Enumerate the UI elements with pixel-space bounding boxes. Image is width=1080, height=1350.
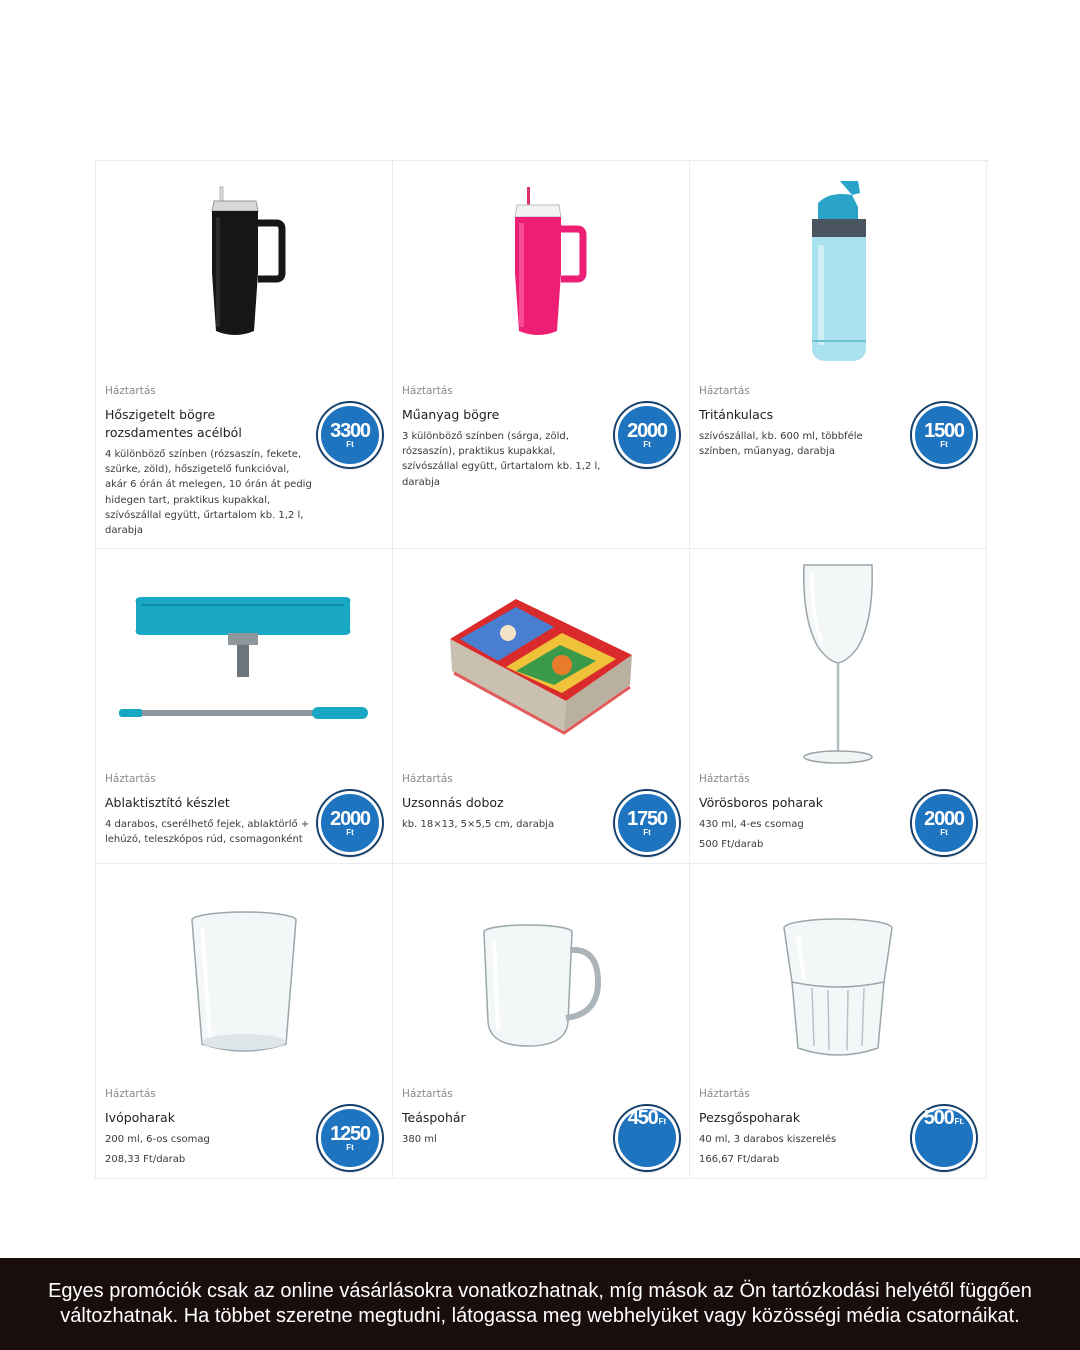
product-title[interactable]: Műanyag bögre: [402, 407, 500, 422]
price-badge: [615, 791, 679, 855]
product-card[interactable]: [96, 864, 393, 1179]
price-amount: 500: [923, 1107, 954, 1129]
product-card[interactable]: [690, 864, 987, 1179]
product-description: 380 ml: [402, 1134, 437, 1145]
price-amount: 2000: [330, 807, 370, 830]
product-description: 4 különböző színben (rózsaszín, fekete, szürke, zöld), hőszigetelő funkcióval, akár 6 órán át melegen, 10 órán át pedig hidegen tart, praktikus kupakkal, szívószállal együtt, űrtartalom kb. 1,2 l, darabja: [105, 449, 312, 537]
price-badge: [615, 1106, 679, 1170]
price-badge: [912, 791, 976, 855]
wine-glass-icon: [690, 559, 986, 769]
price-currency: Ft.: [954, 1117, 965, 1126]
product-card[interactable]: [393, 864, 690, 1179]
price-amount: 1750: [627, 807, 667, 830]
product-title[interactable]: Ablaktisztító készlet: [105, 795, 230, 810]
product-title[interactable]: Ivópoharak: [105, 1110, 175, 1125]
product-description: 3 különböző színben (sárga, zöld, rózsaszín), praktikus kupakkal, szívószállal együtt, űrtartalom kb. 1,2 l, darabja: [402, 431, 601, 488]
black-tumbler-icon: [96, 181, 392, 351]
product-title[interactable]: Tritánkulacs: [699, 407, 774, 422]
product-description: 200 ml, 6-os csomag: [105, 1134, 210, 1145]
product-title[interactable]: Hőszigetelt bögre rozsdamentes acélból: [105, 407, 242, 440]
product-card[interactable]: [393, 161, 690, 549]
product-title[interactable]: Vörösboros poharak: [699, 795, 824, 810]
product-category: Háztartás: [105, 1088, 156, 1100]
tea-glass-icon: [393, 922, 689, 1052]
price-badge: [318, 791, 382, 855]
price-currency: Ft: [346, 1142, 354, 1152]
price-currency: Ft: [940, 827, 948, 837]
product-card[interactable]: [96, 549, 393, 864]
price-currency: Ft: [643, 827, 651, 837]
unit-price: 166,67 Ft/darab: [699, 1154, 780, 1165]
product-category: Háztartás: [699, 773, 750, 785]
price-badge: [912, 1106, 976, 1170]
product-title[interactable]: Teáspohár: [402, 1110, 466, 1125]
price-badge: [615, 403, 679, 467]
price-amount: 450: [627, 1107, 658, 1129]
price-amount: 2000: [924, 807, 964, 830]
disclaimer-footer: [0, 1258, 1080, 1350]
product-card[interactable]: [690, 161, 987, 549]
price-amount: 1500: [924, 419, 964, 442]
product-description: szívószállal, kb. 600 ml, többféle színben, műanyag, darabja: [699, 431, 863, 458]
product-card[interactable]: [393, 549, 690, 864]
product-grid: [95, 160, 989, 1179]
water-bottle-icon: [690, 175, 986, 365]
price-currency: Ft: [346, 827, 354, 837]
unit-price: 500 Ft/darab: [699, 839, 764, 850]
shot-glass-icon: [690, 916, 986, 1061]
product-description: 4 darabos, cserélhető fejek, ablaktörlő + lehúzó, teleszkópos rúd, csomagonként: [105, 819, 310, 846]
window-cleaner-icon: [96, 589, 392, 729]
price-badge: [912, 403, 976, 467]
product-category: Háztartás: [402, 773, 453, 785]
price-currency: Ft: [658, 1117, 667, 1126]
product-category: Háztartás: [105, 773, 156, 785]
product-card[interactable]: [690, 549, 987, 864]
price-badge: [318, 403, 382, 467]
price-currency: Ft: [643, 439, 651, 449]
price-currency: Ft: [346, 439, 354, 449]
product-title[interactable]: Pezsgőspoharak: [699, 1110, 801, 1125]
drinking-glass-icon: [96, 908, 392, 1058]
product-category: Háztartás: [402, 385, 453, 397]
product-category: Háztartás: [402, 1088, 453, 1100]
product-description: 40 ml, 3 darabos kiszerelés: [699, 1134, 837, 1145]
product-title[interactable]: Uzsonnás doboz: [402, 795, 504, 810]
price-amount: 3300: [330, 419, 370, 442]
product-category: Háztartás: [105, 385, 156, 397]
price-amount: 2000: [627, 419, 667, 442]
product-card[interactable]: [96, 161, 393, 549]
pink-tumbler-icon: [393, 181, 689, 351]
disclaimer-text: Egyes promóciók csak az online vásárlásokra vonatkozhatnak, míg mások az Ön tartózkodási helyétől függően változhatnak. Ha többet szeretne megtudni, látogassa meg webhelyüket vagy közösségi média csatornáikat.: [48, 1280, 1032, 1327]
unit-price: 208,33 Ft/darab: [105, 1154, 186, 1165]
price-amount: 1250: [330, 1122, 370, 1145]
price-currency: Ft: [940, 439, 948, 449]
product-description: kb. 18×13, 5×5,5 cm, darabja: [402, 819, 555, 830]
product-description: 430 ml, 4-es csomag: [699, 819, 804, 830]
product-category: Háztartás: [699, 1088, 750, 1100]
product-category: Háztartás: [699, 385, 750, 397]
price-badge: [318, 1106, 382, 1170]
lunch-box-icon: [393, 589, 689, 739]
